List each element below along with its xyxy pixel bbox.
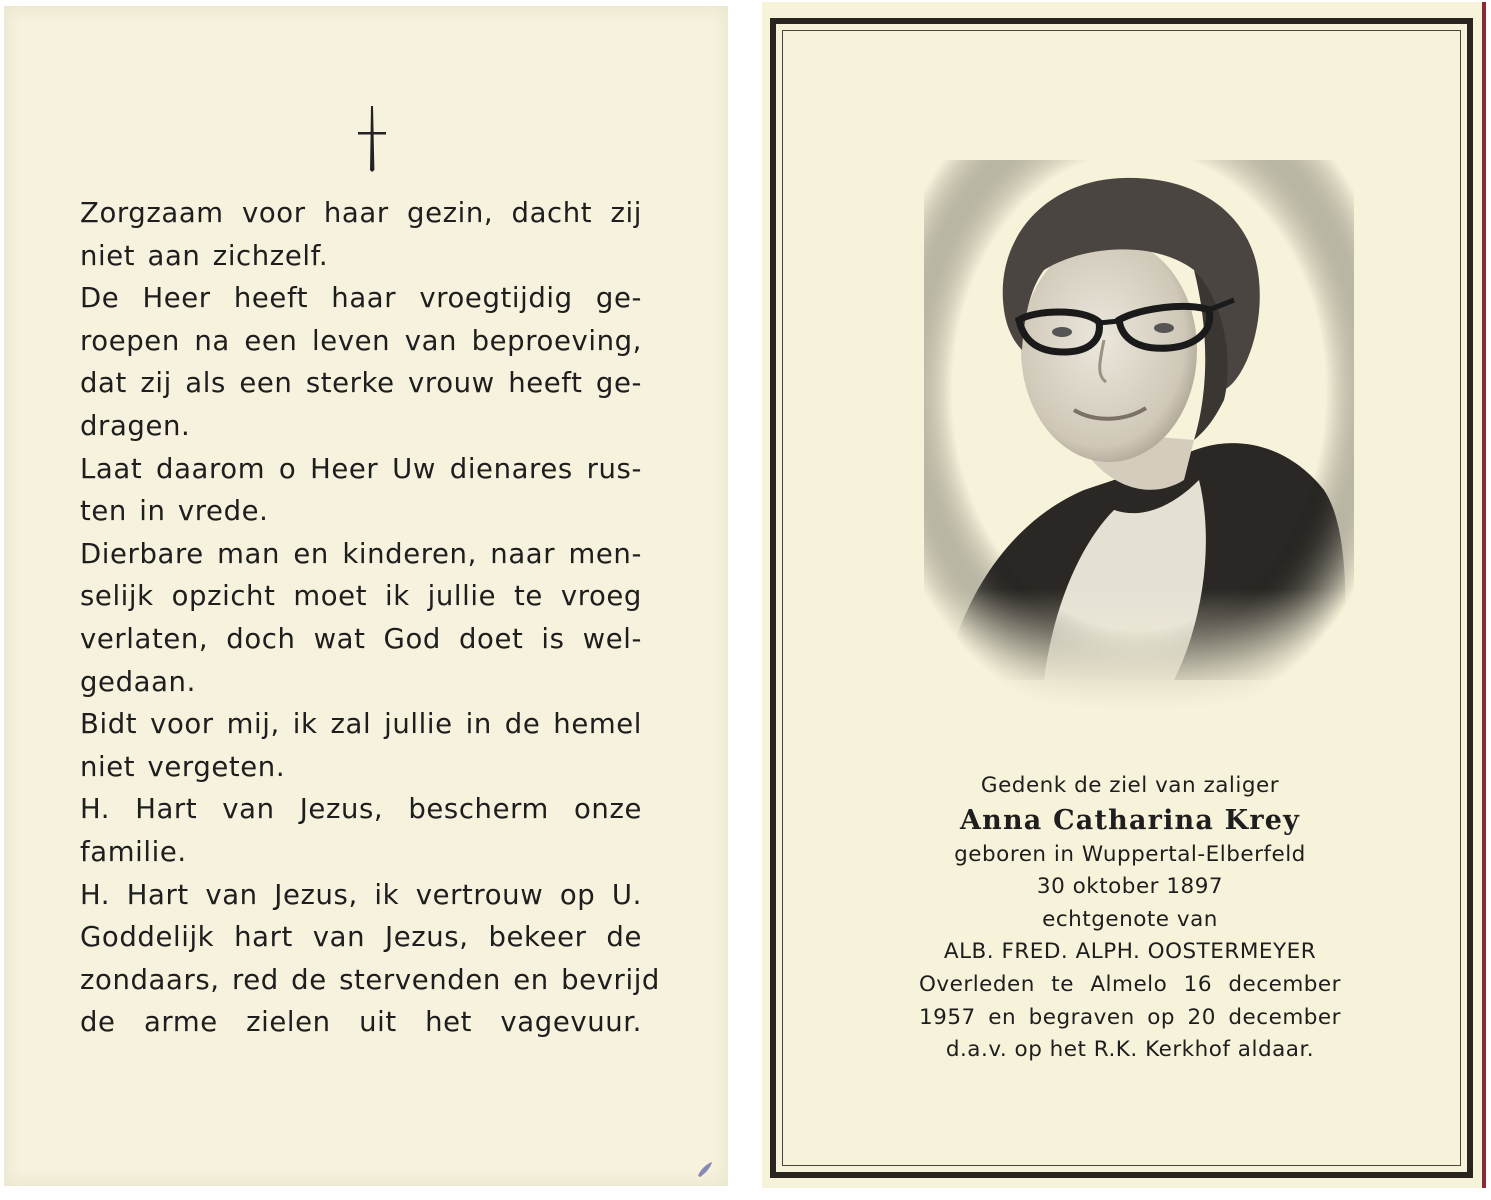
spouse-name: ALB. FRED. ALPH. OOSTERMEYER — [943, 939, 1317, 965]
poem-line: Laat daarom o Heer Uw dienares rus- — [80, 452, 642, 485]
poem-line: niet aan zichzelf. — [80, 239, 329, 272]
poem-text — [80, 192, 660, 1044]
poem-line: Dierbare man en kinderen, naar men- — [80, 537, 642, 570]
spouse-intro: echtgenote van — [1042, 906, 1218, 932]
ink-mark-icon — [694, 1158, 716, 1180]
poem-line: roepen na een leven van beproeving, — [80, 324, 642, 357]
death-line-2: 1957 en begraven op 20 december — [919, 1004, 1341, 1030]
poem-line: niet vergeten. — [80, 750, 286, 783]
poem-line: Zorgzaam voor haar gezin, dacht zij — [80, 197, 642, 229]
latin-cross-icon — [354, 102, 390, 174]
poem-line: verlaten, doch wat God doet is wel- — [80, 622, 642, 655]
portrait-photo — [924, 160, 1354, 710]
poem-line: zondaars, red de stervenden en bevrijd — [80, 963, 660, 996]
poem-line: H. Hart van Jezus, bescherm onze — [80, 793, 642, 826]
death-line-1: Overleden te Almelo 16 december — [919, 971, 1341, 997]
poem-line: familie. — [80, 835, 187, 868]
death-line-3: d.a.v. op het R.K. Kerkhof aldaar. — [945, 1037, 1315, 1063]
birth-date: 30 oktober 1897 — [1036, 874, 1224, 900]
poem-line: de arme zielen uit het vagevuur. — [80, 1006, 642, 1039]
poem-line: Goddelijk hart van Jezus, bekeer de — [80, 921, 642, 954]
memorial-text — [900, 770, 1360, 1067]
poem-line: selijk opzicht moet ik jullie te vroeg — [80, 580, 642, 613]
deceased-name: Anna Catharina Krey — [959, 804, 1301, 836]
poem-line: ten in vrede. — [80, 495, 269, 528]
poem-line: H. Hart van Jezus, ik vertrouw op U. — [80, 878, 642, 911]
intro-line: Gedenk de ziel van zaliger — [980, 773, 1280, 798]
birthplace-line: geboren in Wuppertal-Elberfeld — [954, 841, 1306, 867]
poem-line: De Heer heeft haar vroegtijdig ge- — [80, 282, 642, 315]
poem-line: dragen. — [80, 409, 191, 442]
poem-line: gedaan. — [80, 665, 196, 698]
poem-line: dat zij als een sterke vrouw heeft ge- — [80, 367, 642, 400]
poem-line: Bidt voor mij, ik zal jullie in de hemel — [80, 708, 642, 741]
card-left — [4, 6, 728, 1186]
